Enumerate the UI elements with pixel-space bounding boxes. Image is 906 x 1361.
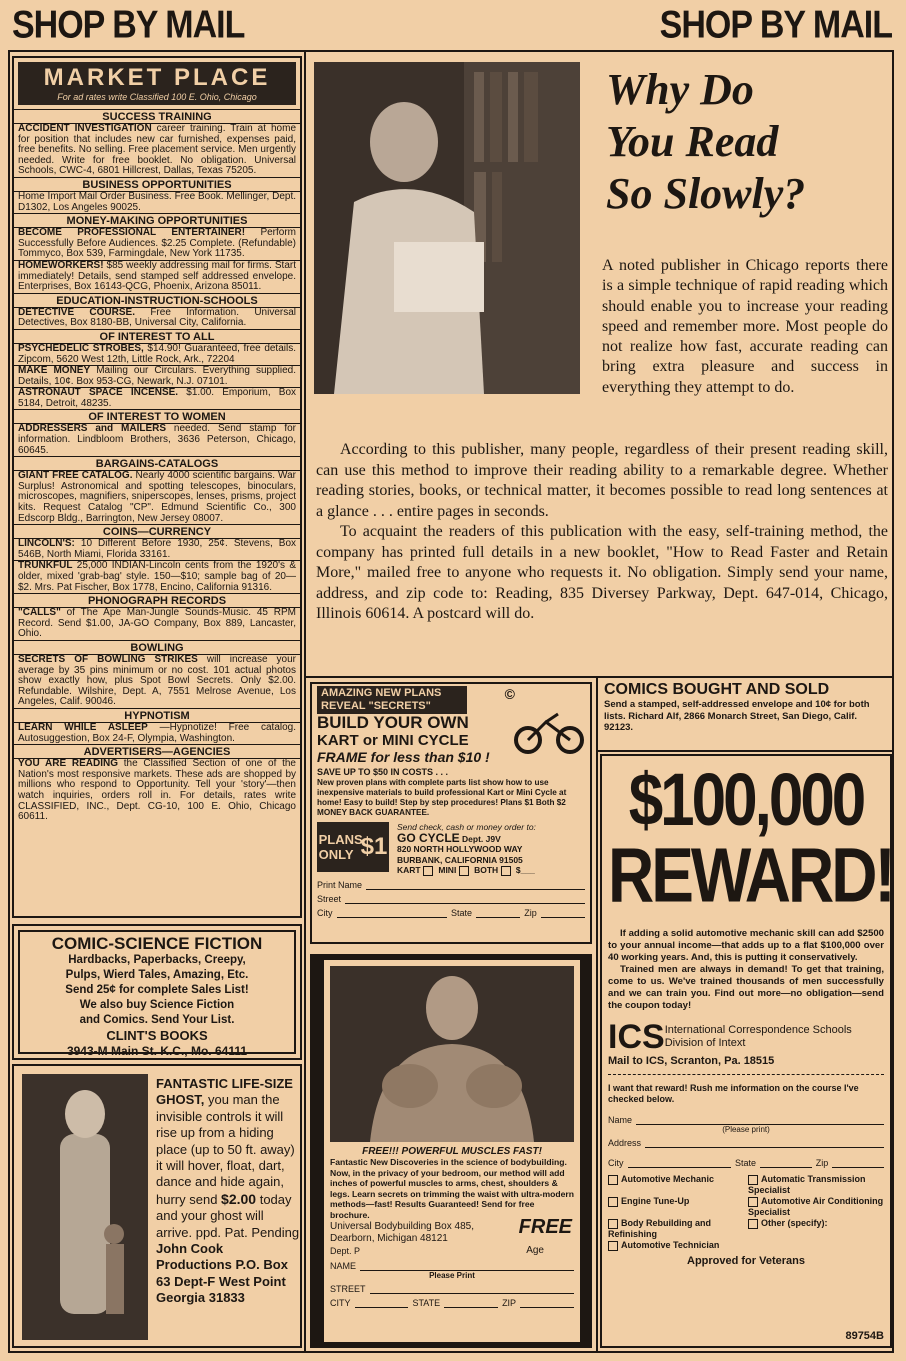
classified-heading: EDUCATION-INSTRUCTION-SCHOOLS xyxy=(14,293,300,307)
ics-option-label: Automatic Transmission Specialist xyxy=(748,1174,866,1195)
kart-street-field[interactable]: Street xyxy=(317,894,585,904)
reading-headline-1: Why Do xyxy=(606,65,754,114)
muscle-body: Fantastic New Discoveries in the science of bodybuilding. Now, in the privacy of your bedroom, our method will add inches of powerful muscles to arms, chest, shoulders & legs. Learn secrets on trimming the waist with ultra-modern methods—fast! Results Guaranteed! Send for free brochure. xyxy=(330,1157,575,1220)
ghost-ad xyxy=(12,1064,302,1348)
ics-option-label: Engine Tune-Up xyxy=(621,1196,690,1206)
marketplace-subtitle: For ad rates write Classified 100 E. Ohio, Chicago xyxy=(57,92,257,102)
reader-figure-icon xyxy=(314,62,580,394)
classified-ad-text: will increase your average by 35 pins minimum or no cost. 101 actual photos show exactly how, plus Spot Bowl Secrets. Only $2.00. Refundable. Wilshire, Dept. A, 7551 Melrose Avenue, Los Angeles, Calif. 90046. xyxy=(18,653,297,708)
classified-ad-lead: GIANT FREE CATALOG. xyxy=(18,470,133,482)
reading-para-2: To acquaint the readers of this publication with the easy, self-training method, the company has printed full details in a new booklet, "How to Read Faster and Retain More," mailed free to anyone who requests it. No obligation. Simply send your name, address, and zip code to: Reading, 835 Diversey Parkway, Dept. 647-014, Chicago, Illinois 60614. A postcard will do. xyxy=(316,523,888,622)
scifi-ad xyxy=(12,924,302,1060)
kart-name-field[interactable]: Print Name xyxy=(317,880,585,890)
ghost-image xyxy=(22,1074,148,1340)
ics-school-2: Division of Intext xyxy=(664,1037,746,1049)
ics-mail-to: Mail to ICS, Scranton, Pa. 18515 xyxy=(608,1054,884,1075)
ics-option-checkbox[interactable] xyxy=(748,1197,758,1207)
kart-bike-icon xyxy=(514,700,584,756)
ics-school-1: International Correspondence Schools xyxy=(664,1024,852,1036)
ics-option-label: Automotive Air Conditioning Specialist xyxy=(748,1196,884,1217)
classified-ad xyxy=(14,227,300,260)
kart-banner: AMAZING NEW PLANS REVEAL "SECRETS" xyxy=(317,686,467,714)
classified-heading: OF INTEREST TO WOMEN xyxy=(14,409,300,423)
classified-ad-text: needed. Send stamp for information. Lindbloom Brothers, 3636 Peterson, Chicago, 60645. xyxy=(18,423,296,456)
classified-ad-text: Nearly 4000 scientific bargains. War Surplus! Astronomical and spotting telescopes, binoculars, microscopes, magnifiers, sniperscopes, lenses, prisms, project kits. Request Catalog "CP". Edmund Scientific Co., 300 Edscorp Bldg., Barrington, New Jersey 08007. xyxy=(18,470,296,524)
muscle-ad xyxy=(310,954,592,1348)
marketplace-column xyxy=(12,56,302,918)
ics-name-field[interactable]: Name xyxy=(608,1115,884,1125)
classified-ad-lead: ACCIDENT INVESTIGATION xyxy=(18,123,152,134)
scifi-shop: CLINT'S BOOKS xyxy=(106,1028,208,1043)
scifi-line: and Comics. Send Your List. xyxy=(79,1014,235,1026)
header-right: SHOP BY MAIL xyxy=(659,3,892,47)
ics-address-field[interactable]: Address xyxy=(608,1138,884,1148)
classified-ad xyxy=(14,365,300,387)
kart-headline-2: KART or MINI CYCLE xyxy=(317,732,469,749)
ics-name-hint: (Please print) xyxy=(722,1125,770,1134)
ics-option[interactable] xyxy=(608,1240,744,1251)
muscle-please-print: Please Print xyxy=(429,1270,475,1280)
kart-company: GO CYCLE xyxy=(397,830,460,845)
classified-ad xyxy=(14,538,300,560)
ics-option[interactable] xyxy=(608,1196,744,1218)
ics-option-checkbox[interactable] xyxy=(608,1197,618,1207)
ics-option[interactable] xyxy=(608,1174,744,1196)
ics-option-checkbox[interactable] xyxy=(608,1219,618,1229)
ics-option[interactable] xyxy=(748,1218,884,1240)
classified-heading: BUSINESS OPPORTUNITIES xyxy=(14,177,300,191)
classified-ad xyxy=(14,343,300,365)
scifi-line: Hardbacks, Paperbacks, Creepy, xyxy=(68,954,246,966)
classified-ad xyxy=(14,123,300,177)
ghost-figure-icon xyxy=(22,1074,148,1340)
ghost-text: you man the invisible controls it will rise up from a hiding place (up to 50 ft. away) it will hover, float, dart, dance and hide again, hurry send xyxy=(156,1092,295,1207)
muscle-age: Age xyxy=(526,1244,544,1256)
ics-options xyxy=(608,1174,884,1251)
classified-ad-text: career training. Train at home for position that includes new car furnished, expenses paid, free benefits. No selling. Free placement service. Men urgently needed. Write for free booklet. No obligation. Universal Schools, CWC-4, 6801 Hillcrest, Dallas, Texas 75205. xyxy=(18,123,297,177)
kart-copyright: © xyxy=(504,686,515,702)
marketplace-title: MARKET PLACE xyxy=(43,64,271,91)
classified-heading: PHONOGRAPH RECORDS xyxy=(14,593,300,607)
scifi-title: COMIC-SCIENCE FICTION xyxy=(51,934,263,953)
classified-heading: COINS—CURRENCY xyxy=(14,524,300,538)
classified-heading: BOWLING xyxy=(14,640,300,654)
ghost-price: $2.00 xyxy=(221,1190,257,1207)
muscle-photo xyxy=(330,966,574,1142)
kart-checkbox[interactable] xyxy=(423,866,433,876)
classified-ad-text: $85 weekly addressing mail for firms. Start immediately! Details, send stamped self addressed envelope. Enterprises, Box 16143-QCG, Phoenix, Arizona 85011. xyxy=(18,259,297,293)
muscle-street-field[interactable]: STREET xyxy=(330,1284,574,1294)
classified-ad-text: 25,000 INDIAN-Lincoln cents from the 1920's & older, mixed 'grab-bag' style. 150—$10; sample bag of 20—$2. Mrs. Pat Fischer, Box 1778, Encino, California 91316. xyxy=(18,560,297,593)
classified-ad-text: Mailing our Circulars. Everything supplied. Details, 10¢. Box 953-CG, Newark, N.J. 07101. xyxy=(18,365,296,387)
classified-ad-lead: LEARN WHILE ASLEEP xyxy=(18,721,148,733)
classified-ad-text: the Classified Section of one of the Nation's most responsive markets. These ads are shopped by millions who respond to Opportunity. Tell your 'story'—then watch inquiries, orders roll in. For details, rates write CLASSIFIED, INC., Dept. CG-10, 100 E. Ohio, Chicago 60611. xyxy=(18,758,296,823)
classified-ad-lead: DETECTIVE COURSE. xyxy=(18,306,135,318)
scifi-lines xyxy=(26,953,288,1028)
reward-p2: Trained men are always in demand! To get that training, come to us. We've trained thousands of men successfully and we can train you. Find out more—no obligation—send the coupon today! xyxy=(608,964,884,1011)
classified-ad-text: Free Information. Universal Detectives, Box 8180-BB, Universal City, California. xyxy=(18,306,296,329)
muscle-free: FREE xyxy=(518,1215,572,1238)
classified-ad xyxy=(14,191,300,213)
header-left: SHOP BY MAIL xyxy=(12,3,245,47)
ics-option[interactable] xyxy=(608,1218,744,1240)
classified-ad-lead: MAKE MONEY xyxy=(18,365,91,377)
ics-option-checkbox[interactable] xyxy=(748,1219,758,1229)
ics-option[interactable] xyxy=(748,1196,884,1218)
classified-ad-lead: HOMEWORKERS! xyxy=(18,259,104,271)
reading-photo xyxy=(314,62,580,394)
reading-headline-2: You Read xyxy=(606,117,779,166)
reading-ad xyxy=(306,56,892,672)
scifi-line: Send 25¢ for complete Sales List! xyxy=(65,984,249,996)
ics-city-field[interactable]: City State Zip xyxy=(608,1158,884,1168)
reward-word: REWARD! xyxy=(608,831,893,919)
classified-ad-lead: ASTRONAUT SPACE INCENSE. xyxy=(18,387,179,399)
ics-option-label: Automotive Technician xyxy=(621,1240,720,1250)
classified-ad xyxy=(14,722,300,744)
reading-intro: A noted publisher in Chicago reports there is a simple technique of rapid reading which should enable you to increase your reading speed and remember more. Most people do not realize how fast, accurate reading can bring extra pleasure and success in everything they attempt to do. xyxy=(602,257,888,396)
classified-ad-lead: "CALLS" xyxy=(18,607,61,619)
scifi-address: 3943-M Main St. K.C., Mo. 64111 xyxy=(66,1044,248,1058)
kart-headline-1: BUILD YOUR OWN xyxy=(317,713,469,732)
classified-ad xyxy=(14,560,300,593)
ics-option-checkbox[interactable] xyxy=(608,1175,618,1185)
classified-ad-text: —Hypnotize! Free catalog. Autosuggestion, Box 24-F, Olympia, Washington. xyxy=(18,721,297,744)
classified-ad-lead: PSYCHEDELIC STROBES, xyxy=(18,342,144,354)
muscle-dept: Dept. P xyxy=(330,1245,361,1256)
ics-code: 89754B xyxy=(845,1330,884,1342)
scifi-line: Pulps, Wierd Tales, Amazing, Etc. xyxy=(65,969,249,981)
marketplace-sections xyxy=(14,109,300,823)
reading-headline-3: So Slowly? xyxy=(606,169,806,218)
classified-ad-lead: SECRETS OF BOWLING STRIKES xyxy=(18,653,198,665)
classified-ad-lead: BECOME PROFESSIONAL ENTERTAINER! xyxy=(18,227,246,239)
kart-savings: SAVE UP TO $50 IN COSTS . . . xyxy=(317,767,449,777)
reward-ad xyxy=(600,754,892,1348)
ics-veterans: Approved for Veterans xyxy=(687,1255,805,1267)
classified-ad xyxy=(14,387,300,409)
muscle-company: Universal Bodybuilding Box 485, xyxy=(330,1220,474,1232)
reward-amount: $100,000 xyxy=(628,759,864,842)
classified-ad-text: of The Ape Man-Jungle Sounds-Music. 45 RPM Record. Send $1.00, JA-GO Company, Box 889, Lancaster, Ohio. xyxy=(18,607,296,640)
kart-body: New proven plans with complete parts list show how to use inexpensive materials to build professional Kart or Mini Cycle at home! Easy to build! Step by step procedures! Plans $1 Both $2 MONEY BACK GUARANTEE. xyxy=(317,778,567,817)
classified-ad-lead: LINCOLN'S: xyxy=(18,538,75,550)
classified-heading: OF INTEREST TO ALL xyxy=(14,329,300,343)
ics-option-checkbox[interactable] xyxy=(608,1241,618,1251)
kart-headline-3: FRAME for less than $10 ! xyxy=(317,749,490,765)
classified-ad-lead: YOU ARE READING xyxy=(18,758,118,770)
ics-option[interactable] xyxy=(748,1174,884,1196)
classified-heading: SUCCESS TRAINING xyxy=(14,109,300,123)
comics-sold-text: Send a stamped, self-addressed envelope and 10¢ for both lists. Richard Alf, 2866 Monarch Street, San Diego, Calif. 92123. xyxy=(604,699,870,733)
classified-ad-text: $1.00. Emporium, Box 5184, Detroit, 48235. xyxy=(18,387,297,409)
classified-ad-lead: TRUNKFUL xyxy=(18,560,73,572)
ics-option-checkbox[interactable] xyxy=(748,1175,758,1185)
kart-dept: Dept. J9V xyxy=(462,833,501,844)
classified-ad xyxy=(14,260,300,293)
classified-heading: BARGAINS-CATALOGS xyxy=(14,456,300,470)
muscle-name-field[interactable]: NAME xyxy=(330,1261,574,1271)
classified-ad xyxy=(14,654,300,708)
kart-plans-badge: PLANS ONLY $1 xyxy=(317,822,389,872)
classified-heading: HYPNOTISM xyxy=(14,708,300,722)
ics-coupon-intro: I want that reward! Rush me information on the course I've checked below. xyxy=(608,1083,859,1104)
comics-sold-title: COMICS BOUGHT AND SOLD xyxy=(604,681,830,698)
mini-checkbox[interactable] xyxy=(459,866,469,876)
marketplace-banner xyxy=(18,62,296,105)
ghost-company: John Cook Productions P.O. Box 63 Dept-F West Point Georgia 31833 xyxy=(156,1241,288,1306)
ghost-title: FANTASTIC LIFE-SIZE GHOST, xyxy=(156,1076,293,1108)
classified-ad xyxy=(14,423,300,456)
kart-address-1: 820 NORTH HOLLYWOOD WAY xyxy=(397,844,523,854)
scifi-line: We also buy Science Fiction xyxy=(79,999,235,1011)
kart-city-field[interactable]: City State Zip xyxy=(317,908,585,918)
classified-ad-text: Home Import Mail Order Business. Free Book. Mellinger, Dept. D1302, Los Angeles 90025. xyxy=(18,190,296,213)
classified-heading: ADVERTISERS—AGENCIES xyxy=(14,744,300,758)
ics-logo: ICS xyxy=(608,1018,665,1056)
reading-para-1: According to this publisher, many people, regardless of their present reading skill, can use this method to improve their reading ability to a remarkable degree. Whether reading stories, books, or technical matter, it becomes possible to read long sentences at a glance . . . entire pages in seconds. xyxy=(316,441,888,520)
kart-address-2: BURBANK, CALIFORNIA 91505 xyxy=(397,854,523,865)
bodybuilder-figure-icon xyxy=(330,966,574,1142)
classified-ad xyxy=(14,470,300,524)
classified-ad-lead: ADDRESSERS and MAILERS xyxy=(18,423,167,435)
muscle-city: Dearborn, Michigan 48121 xyxy=(330,1232,448,1244)
classified-ad xyxy=(14,758,300,823)
comics-sold-ad xyxy=(600,678,892,748)
reward-p1: If adding a solid automotive mechanic skill can add $2500 to your annual income—that adds up to a flat $100,000 over 40 working years. And, this is putting it conservatively. xyxy=(608,928,884,963)
kart-send-note: Send check, cash or money order to: xyxy=(397,822,536,832)
classified-ad xyxy=(14,307,300,329)
classified-ad xyxy=(14,607,300,640)
classified-heading: MONEY-MAKING OPPORTUNITIES xyxy=(14,213,300,227)
ics-option-label: Automotive Mechanic xyxy=(621,1174,715,1184)
classified-ad-text: 10 Different Before 1930, 25¢. Stevens, Box 546B, North Miami, Florida 33161. xyxy=(18,538,297,560)
ghost-text2: today and your ghost will arrive. ppd. Pat. Pending xyxy=(156,1191,300,1240)
classified-ad-text: $14.90! Guaranteed, free details. Zipcom, 5620 West 12th, Little Rock, Ark., 72204 xyxy=(18,342,296,365)
classified-ad-text: Perform Successfully Before Audiences. $2.25 Complete. (Refundable) Tommyco, Box 539, Farmingdale, New York 11735. xyxy=(18,227,296,260)
ics-option-label: Other (specify): xyxy=(761,1218,828,1228)
muscle-headline: FREE!!! POWERFUL MUSCLES FAST! xyxy=(362,1146,542,1157)
ics-option-label: Body Rebuilding and Refinishing xyxy=(608,1218,711,1239)
both-checkbox[interactable] xyxy=(501,866,511,876)
kart-ad: AMAZING NEW PLANS REVEAL "SECRETS" © BUILD YOUR OWN KART or MINI CYCLE FRAME for less than $10 ! SAVE UP TO $50 IN COSTS . . . New proven plans with complete parts list show how to use inexpensive materials to build professional Kart or Mini Cycle at home! Easy to build! Step by step procedures! Plans $1 Both $2 MONEY BACK GUARANTEE. PLANS ONLY $1 Send check, cash or money order to: GO CYCLE Dept. J9V 820 NORTH HOLLYWOOD WAY BURBANK, CALIFORNIA 91505 KART MINI BOTH $___ Print Name Street City State Zip xyxy=(310,682,592,944)
muscle-city-field[interactable]: CITY STATE ZIP xyxy=(330,1298,574,1308)
